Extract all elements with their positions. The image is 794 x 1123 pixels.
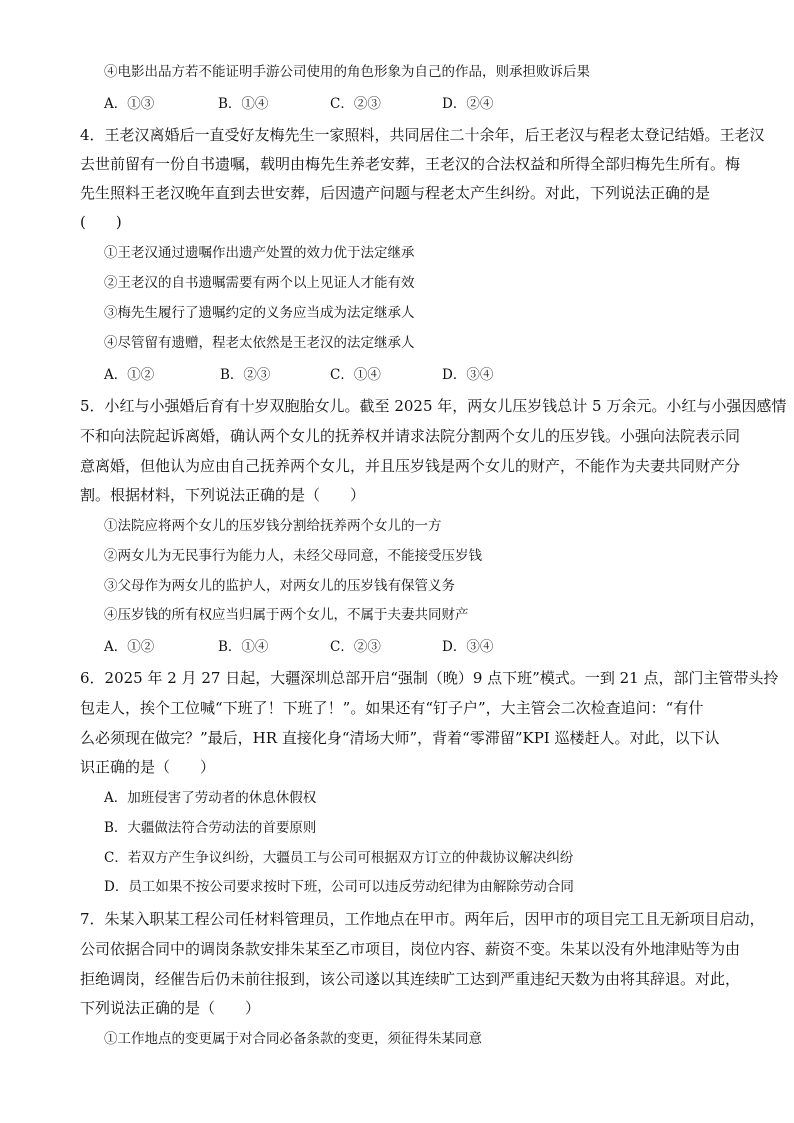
q4-stem-line-4: ( ) bbox=[80, 213, 122, 231]
q5-stem-line-1: 5．小红与小强婚后育有十岁双胞胎女儿。截至 2025 年，两女儿压岁钱总计 5 万余元。小红与小强因感情 bbox=[80, 397, 787, 415]
q6-stem-line-3: 么必须现在做完？”最后，HR 直接化身“清场大师”，背着“零滞留”KPI 巡楼赶人。对此，以下认 bbox=[80, 729, 720, 747]
q5-item-3: ③父母作为两女儿的监护人，对两女儿的压岁钱有保管义务 bbox=[104, 578, 455, 594]
q4-stem-line-3: 先生照料王老汉晚年直到去世安葬，后因遗产问题与程老太产生纠纷。对此，下列说法正确的是 bbox=[80, 184, 711, 202]
q7-stem-line-1: 7．朱某入职某工程公司任材料管理员，工作地点在甲市。两年后，因甲市的项目完工且无新项目启动， bbox=[80, 910, 765, 928]
q6-option-a[interactable]: A．加班侵害了劳动者的休息休假权 bbox=[104, 790, 317, 806]
q3-option-c[interactable]: C．②③ bbox=[330, 96, 381, 112]
q3-option-a[interactable]: A．①③ bbox=[104, 96, 155, 112]
q5-item-2: ②两女儿为无民事行为能力人，未经父母同意，不能接受压岁钱 bbox=[104, 548, 482, 564]
q4-item-2: ②王老汉的自书遗嘱需要有两个以上见证人才能有效 bbox=[104, 275, 415, 291]
q5-option-c[interactable]: C．②③ bbox=[330, 639, 381, 655]
q7-stem-line-2: 公司依据合同中的调岗条款安排朱某至乙市项目，岗位内容、薪资不变。朱某以没有外地津贴等为由 bbox=[80, 940, 741, 958]
q6-option-b[interactable]: B．大疆做法符合劳动法的首要原则 bbox=[104, 820, 317, 836]
q4-options bbox=[104, 365, 704, 385]
q3-option-d[interactable]: D．②④ bbox=[442, 96, 494, 112]
q5-option-b[interactable]: B．①④ bbox=[218, 639, 269, 655]
q6-option-c[interactable]: C．若双方产生争议纠纷，大疆员工与公司可根据双方订立的仲裁协议解决纠纷 bbox=[104, 850, 574, 866]
q4-option-d[interactable]: D．③④ bbox=[442, 367, 494, 383]
q4-stem-line-2: 去世前留有一份自书遗嘱，载明由梅先生养老安葬，王老汉的合法权益和所得全部归梅先生所有。梅 bbox=[80, 155, 741, 173]
q4-item-1: ①王老汉通过遗嘱作出遗产处置的效力优于法定继承 bbox=[104, 245, 415, 261]
q5-stem-line-3: 意离婚，但他认为应由自己抚养两个女儿，并且压岁钱是两个女儿的财产，不能作为夫妻共同财产分 bbox=[80, 457, 741, 475]
q5-item-1: ①法院应将两个女儿的压岁钱分割给抚养两个女儿的一方 bbox=[104, 518, 442, 534]
q4-option-b[interactable]: B．②③ bbox=[220, 367, 271, 383]
q5-option-d[interactable]: D．③④ bbox=[442, 639, 494, 655]
q4-option-c[interactable]: C．①④ bbox=[330, 367, 381, 383]
q4-item-3: ③梅先生履行了遗嘱约定的义务应当成为法定继承人 bbox=[104, 305, 415, 321]
q6-stem-line-2: 包走人，挨个工位喊“下班了！下班了！”。如果还有“钉子户”，大主管会二次检查追问：“有什 bbox=[80, 699, 704, 717]
q3-option-b[interactable]: B．①④ bbox=[218, 96, 269, 112]
q7-stem-line-3: 拒绝调岗，经催告后仍未前往报到，该公司遂以其连续旷工达到严重违纪天数为由将其辞退。对此， bbox=[80, 970, 741, 988]
q5-options bbox=[104, 637, 704, 657]
q5-item-4: ④压岁钱的所有权应当归属于两个女儿，不属于夫妻共同财产 bbox=[104, 607, 469, 623]
q4-option-a[interactable]: A．①② bbox=[104, 367, 155, 383]
q3-item-4: ④电影出品方若不能证明手游公司使用的角色形象为自己的作品，则承担败诉后果 bbox=[104, 64, 590, 80]
q7-item-1: ①工作地点的变更属于对合同必备条款的变更，须征得朱某同意 bbox=[104, 1031, 482, 1047]
q4-stem-line-1: 4．王老汉离婚后一直受好友梅先生一家照料，共同居住二十余年，后王老汉与程老太登记结婚。王老汉 bbox=[80, 126, 765, 144]
q5-stem-line-4: 割。根据材料，下列说法正确的是（ ） bbox=[80, 486, 366, 504]
q4-item-4: ④尽管留有遗赠，程老太依然是王老汉的法定继承人 bbox=[104, 335, 415, 351]
q7-stem-line-4: 下列说法正确的是（ ） bbox=[80, 999, 261, 1017]
q6-stem-line-1: 6．2025 年 2 月 27 日起，大疆深圳总部开启“强制（晚）9 点下班”模式。一到 21 点，部门主管带头拎 bbox=[80, 669, 779, 687]
q5-option-a[interactable]: A．①② bbox=[104, 639, 155, 655]
q5-stem-line-2: 不和向法院起诉离婚，确认两个女儿的抚养权并请求法院分割两个女儿的压岁钱。小强向法院表示同 bbox=[80, 427, 741, 445]
q6-option-d[interactable]: D．员工如果不按公司要求按时下班，公司可以违反劳动纪律为由解除劳动合同 bbox=[104, 879, 574, 895]
q3-options bbox=[104, 94, 704, 114]
q6-stem-line-4: 识正确的是（ ） bbox=[80, 758, 216, 776]
